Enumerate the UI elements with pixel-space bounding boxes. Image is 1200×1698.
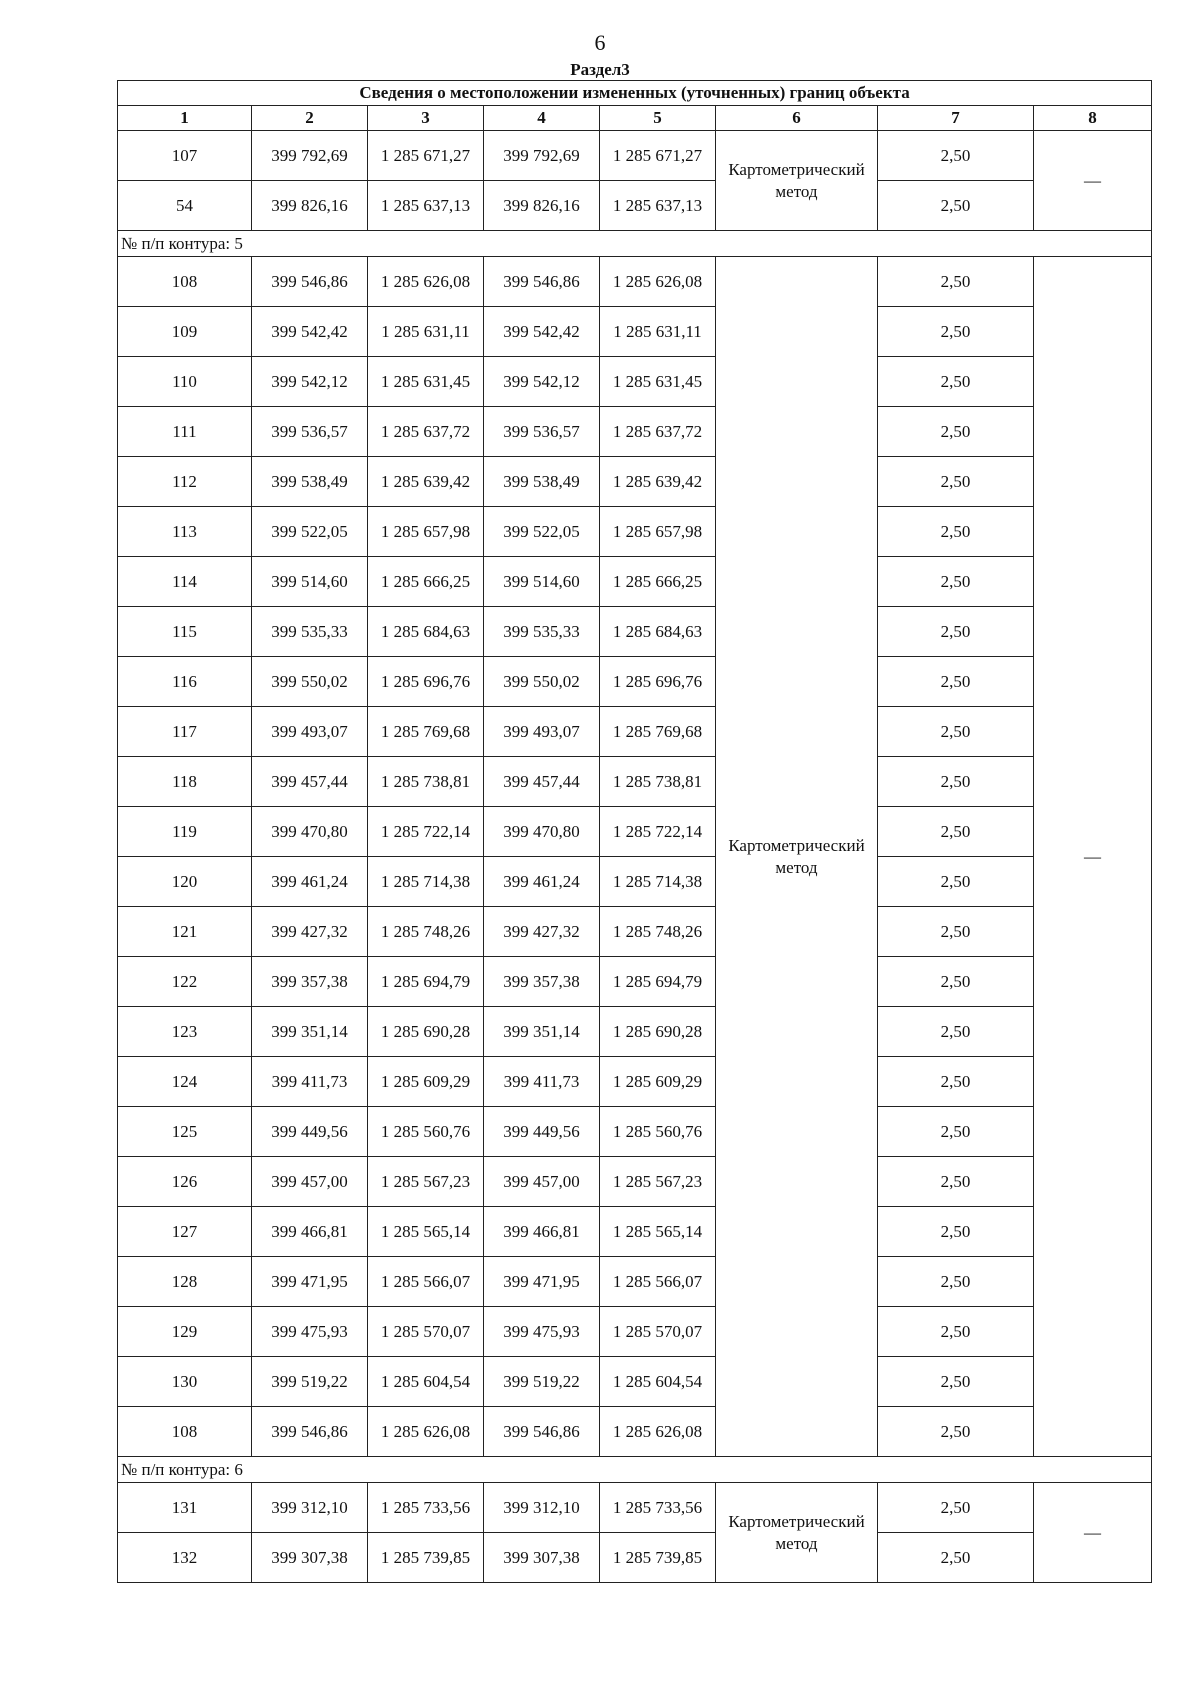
table-row [118,1257,1152,1307]
table-row [118,1007,1152,1057]
table-row [118,1107,1152,1157]
x-new: 399 550,02 [484,657,600,707]
accuracy-value: 2,50 [878,1057,1034,1107]
accuracy-value: 2,50 [878,907,1034,957]
accuracy-value: 2,50 [878,807,1034,857]
y-existing: 1 285 696,76 [368,657,484,707]
y-existing: 1 285 631,11 [368,307,484,357]
x-new: 399 546,86 [484,1407,600,1457]
table-row [118,557,1152,607]
y-new: 1 285 626,08 [600,1407,716,1457]
point-number: 128 [118,1257,252,1307]
y-new: 1 285 738,81 [600,757,716,807]
y-existing: 1 285 604,54 [368,1357,484,1407]
table-row [118,507,1152,557]
x-new: 399 351,14 [484,1007,600,1057]
point-number: 113 [118,507,252,557]
page-number: 6 [594,30,606,55]
y-existing: 1 285 570,07 [368,1307,484,1357]
y-existing: 1 285 684,63 [368,607,484,657]
accuracy-value: 2,50 [878,607,1034,657]
table-row [118,1533,1152,1583]
x-new: 399 466,81 [484,1207,600,1257]
description-cell: — [1034,257,1152,1457]
y-new: 1 285 722,14 [600,807,716,857]
table-row [118,1157,1152,1207]
x-new: 399 493,07 [484,707,600,757]
x-existing: 399 470,80 [252,807,368,857]
x-new: 399 519,22 [484,1357,600,1407]
accuracy-value: 2,50 [878,1357,1034,1407]
x-existing: 399 457,44 [252,757,368,807]
accuracy-value: 2,50 [878,1483,1034,1533]
point-number: 122 [118,957,252,1007]
table-row [118,857,1152,907]
y-new: 1 285 690,28 [600,1007,716,1057]
point-number: 114 [118,557,252,607]
y-new: 1 285 666,25 [600,557,716,607]
x-new: 399 514,60 [484,557,600,607]
table-body [118,81,1152,1583]
accuracy-value: 2,50 [878,1407,1034,1457]
y-existing: 1 285 714,38 [368,857,484,907]
y-existing: 1 285 739,85 [368,1533,484,1583]
x-new: 399 470,80 [484,807,600,857]
y-new: 1 285 714,38 [600,857,716,907]
y-new: 1 285 671,27 [600,131,716,181]
x-existing: 399 312,10 [252,1483,368,1533]
x-new: 399 312,10 [484,1483,600,1533]
table-row [118,407,1152,457]
accuracy-value: 2,50 [878,757,1034,807]
x-existing: 399 538,49 [252,457,368,507]
y-existing: 1 285 637,72 [368,407,484,457]
y-new: 1 285 733,56 [600,1483,716,1533]
accuracy-value: 2,50 [878,1257,1034,1307]
x-existing: 399 522,05 [252,507,368,557]
x-new: 399 357,38 [484,957,600,1007]
accuracy-value: 2,50 [878,1533,1034,1583]
y-new: 1 285 769,68 [600,707,716,757]
y-new: 1 285 639,42 [600,457,716,507]
x-new: 399 826,16 [484,181,600,231]
method-cell: Картометрический метод [716,257,878,1457]
x-existing: 399 449,56 [252,1107,368,1157]
accuracy-value: 2,50 [878,407,1034,457]
x-existing: 399 550,02 [252,657,368,707]
x-existing: 399 351,14 [252,1007,368,1057]
x-existing: 399 514,60 [252,557,368,607]
column-number: 3 [368,106,484,131]
x-existing: 399 475,93 [252,1307,368,1357]
y-new: 1 285 696,76 [600,657,716,707]
point-number: 116 [118,657,252,707]
x-existing: 399 427,32 [252,907,368,957]
accuracy-value: 2,50 [878,1157,1034,1207]
x-new: 399 542,42 [484,307,600,357]
y-new: 1 285 565,14 [600,1207,716,1257]
x-existing: 399 466,81 [252,1207,368,1257]
accuracy-value: 2,50 [878,657,1034,707]
x-existing: 399 792,69 [252,131,368,181]
accuracy-value: 2,50 [878,457,1034,507]
column-number: 2 [252,106,368,131]
accuracy-value: 2,50 [878,357,1034,407]
y-new: 1 285 604,54 [600,1357,716,1407]
y-existing: 1 285 626,08 [368,257,484,307]
point-number: 54 [118,181,252,231]
table-row [118,131,1152,181]
y-existing: 1 285 626,08 [368,1407,484,1457]
table-row [118,1057,1152,1107]
contour-row [118,231,1152,257]
table-row [118,957,1152,1007]
accuracy-value: 2,50 [878,957,1034,1007]
x-existing: 399 411,73 [252,1057,368,1107]
accuracy-value: 2,50 [878,1007,1034,1057]
column-number: 6 [716,106,878,131]
point-number: 109 [118,307,252,357]
x-existing: 399 535,33 [252,607,368,657]
x-existing: 399 546,86 [252,257,368,307]
accuracy-value: 2,50 [878,257,1034,307]
accuracy-value: 2,50 [878,307,1034,357]
x-existing: 399 457,00 [252,1157,368,1207]
point-number: 127 [118,1207,252,1257]
y-existing: 1 285 690,28 [368,1007,484,1057]
method-cell: Картометрический метод [716,131,878,231]
y-new: 1 285 637,13 [600,181,716,231]
point-number: 111 [118,407,252,457]
point-number: 112 [118,457,252,507]
column-number: 5 [600,106,716,131]
y-existing: 1 285 738,81 [368,757,484,807]
x-existing: 399 471,95 [252,1257,368,1307]
table-row [118,307,1152,357]
y-new: 1 285 637,72 [600,407,716,457]
table-row [118,607,1152,657]
point-number: 118 [118,757,252,807]
y-existing: 1 285 566,07 [368,1257,484,1307]
x-existing: 399 542,42 [252,307,368,357]
x-new: 399 307,38 [484,1533,600,1583]
x-new: 399 427,32 [484,907,600,957]
x-new: 399 536,57 [484,407,600,457]
table-row [118,257,1152,307]
y-new: 1 285 567,23 [600,1157,716,1207]
accuracy-value: 2,50 [878,131,1034,181]
point-number: 121 [118,907,252,957]
y-existing: 1 285 637,13 [368,181,484,231]
point-number: 131 [118,1483,252,1533]
table-row [118,357,1152,407]
x-new: 399 457,44 [484,757,600,807]
column-number: 8 [1034,106,1152,131]
x-existing: 399 536,57 [252,407,368,457]
y-existing: 1 285 560,76 [368,1107,484,1157]
contour-row [118,1457,1152,1483]
table-row [118,181,1152,231]
table-row [118,1357,1152,1407]
x-new: 399 475,93 [484,1307,600,1357]
table-row [118,807,1152,857]
x-existing: 399 519,22 [252,1357,368,1407]
x-existing: 399 542,12 [252,357,368,407]
point-number: 125 [118,1107,252,1157]
y-existing: 1 285 631,45 [368,357,484,407]
point-number: 115 [118,607,252,657]
point-number: 107 [118,131,252,181]
x-existing: 399 826,16 [252,181,368,231]
table-row [118,707,1152,757]
x-new: 399 457,00 [484,1157,600,1207]
table-row [118,1483,1152,1533]
x-new: 399 449,56 [484,1107,600,1157]
point-number: 108 [118,1407,252,1457]
point-number: 132 [118,1533,252,1583]
y-existing: 1 285 748,26 [368,907,484,957]
y-new: 1 285 626,08 [600,257,716,307]
x-existing: 399 461,24 [252,857,368,907]
point-number: 130 [118,1357,252,1407]
accuracy-value: 2,50 [878,181,1034,231]
table-row [118,1207,1152,1257]
table-row [118,1407,1152,1457]
x-existing: 399 546,86 [252,1407,368,1457]
y-new: 1 285 684,63 [600,607,716,657]
point-number: 117 [118,707,252,757]
point-number: 124 [118,1057,252,1107]
accuracy-value: 2,50 [878,857,1034,907]
accuracy-value: 2,50 [878,557,1034,607]
accuracy-value: 2,50 [878,507,1034,557]
description-cell: — [1034,131,1152,231]
table-caption-row [118,81,1152,106]
y-existing: 1 285 671,27 [368,131,484,181]
table-row [118,1307,1152,1357]
point-number: 123 [118,1007,252,1057]
point-number: 120 [118,857,252,907]
y-existing: 1 285 567,23 [368,1157,484,1207]
x-new: 399 546,86 [484,257,600,307]
table-row [118,457,1152,507]
accuracy-value: 2,50 [878,1107,1034,1157]
y-existing: 1 285 609,29 [368,1057,484,1107]
y-existing: 1 285 639,42 [368,457,484,507]
y-existing: 1 285 769,68 [368,707,484,757]
table-row [118,657,1152,707]
x-new: 399 411,73 [484,1057,600,1107]
column-number: 1 [118,106,252,131]
section-title: Раздел3 [570,60,630,79]
y-existing: 1 285 666,25 [368,557,484,607]
y-new: 1 285 657,98 [600,507,716,557]
table-row [118,907,1152,957]
y-new: 1 285 609,29 [600,1057,716,1107]
point-number: 110 [118,357,252,407]
contour-label: № п/п контура: 6 [118,1457,1152,1483]
y-new: 1 285 560,76 [600,1107,716,1157]
y-new: 1 285 739,85 [600,1533,716,1583]
accuracy-value: 2,50 [878,1307,1034,1357]
method-cell: Картометрический метод [716,1483,878,1583]
y-existing: 1 285 722,14 [368,807,484,857]
column-number: 4 [484,106,600,131]
x-existing: 399 493,07 [252,707,368,757]
y-new: 1 285 748,26 [600,907,716,957]
y-existing: 1 285 694,79 [368,957,484,1007]
point-number: 108 [118,257,252,307]
point-number: 129 [118,1307,252,1357]
contour-label: № п/п контура: 5 [118,231,1152,257]
description-cell: — [1034,1483,1152,1583]
table-caption: Сведения о местоположении измененных (уточненных) границ объекта [118,81,1152,106]
x-existing: 399 357,38 [252,957,368,1007]
y-new: 1 285 566,07 [600,1257,716,1307]
x-new: 399 538,49 [484,457,600,507]
point-number: 119 [118,807,252,857]
point-number: 126 [118,1157,252,1207]
column-number: 7 [878,106,1034,131]
y-existing: 1 285 733,56 [368,1483,484,1533]
column-number-row [118,106,1152,131]
x-new: 399 535,33 [484,607,600,657]
y-new: 1 285 570,07 [600,1307,716,1357]
x-new: 399 461,24 [484,857,600,907]
boundary-table [117,80,1152,1583]
x-existing: 399 307,38 [252,1533,368,1583]
y-existing: 1 285 657,98 [368,507,484,557]
y-new: 1 285 631,45 [600,357,716,407]
table-row [118,757,1152,807]
y-new: 1 285 694,79 [600,957,716,1007]
y-new: 1 285 631,11 [600,307,716,357]
accuracy-value: 2,50 [878,1207,1034,1257]
y-existing: 1 285 565,14 [368,1207,484,1257]
x-new: 399 522,05 [484,507,600,557]
x-new: 399 542,12 [484,357,600,407]
x-new: 399 792,69 [484,131,600,181]
x-new: 399 471,95 [484,1257,600,1307]
accuracy-value: 2,50 [878,707,1034,757]
